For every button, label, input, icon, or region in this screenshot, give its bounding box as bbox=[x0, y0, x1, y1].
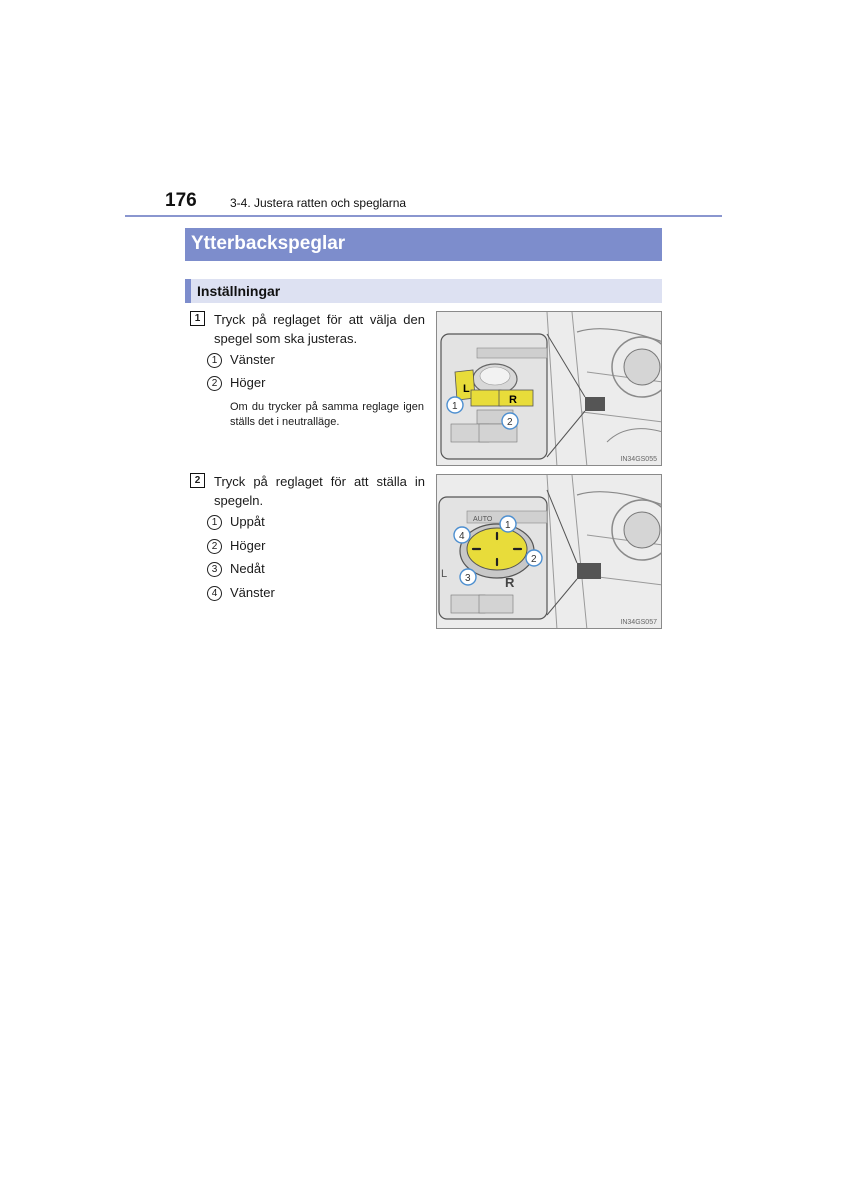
switch-label-right: R bbox=[509, 394, 517, 406]
callout-3: 3 bbox=[465, 573, 471, 584]
figure-mirror-adjust bbox=[436, 474, 662, 629]
mirror-adjust-illustration bbox=[437, 475, 662, 629]
chapter-title: 3-4. Justera ratten och speglarna bbox=[230, 196, 407, 210]
subsection-title-bar bbox=[185, 279, 662, 303]
switch-label-left: L bbox=[463, 383, 470, 395]
circled-number: 1 bbox=[207, 353, 222, 368]
circled-number: 2 bbox=[207, 539, 222, 554]
note-text: Om du trycker på samma reglage igen ställs det i neutralläge. bbox=[230, 401, 424, 428]
switch-label-left: L bbox=[441, 568, 448, 580]
item-label: Vänster bbox=[230, 585, 275, 600]
callout-1: 1 bbox=[452, 401, 458, 412]
running-header bbox=[125, 190, 722, 218]
item-label: Uppåt bbox=[230, 514, 265, 529]
circled-number: 3 bbox=[207, 562, 222, 577]
callout-2: 2 bbox=[507, 417, 513, 428]
subsection-title: Inställningar bbox=[197, 283, 281, 299]
step-number: 1 bbox=[190, 311, 205, 326]
switch-label-right: R bbox=[505, 575, 515, 590]
figure-mirror-select bbox=[436, 311, 662, 466]
figure-code: IN34GS057 bbox=[620, 619, 657, 626]
mirror-select-illustration bbox=[437, 312, 662, 466]
circled-number: 1 bbox=[207, 515, 222, 530]
section-title: Ytterbackspeglar bbox=[191, 233, 346, 254]
circled-number: 4 bbox=[207, 586, 222, 601]
figure-code: IN34GS055 bbox=[620, 456, 657, 463]
page-number: 176 bbox=[165, 190, 197, 211]
step-text: Tryck på reglaget för att välja den spegel som ska justeras. bbox=[214, 312, 425, 346]
subsection-accent-bar bbox=[185, 279, 191, 303]
item-label: Vänster bbox=[230, 352, 275, 367]
step-text: Tryck på reglaget för att ställa in spegeln. bbox=[214, 474, 425, 508]
switch-label-auto: AUTO bbox=[473, 516, 493, 523]
item-label: Höger bbox=[230, 538, 266, 553]
circled-number: 2 bbox=[207, 376, 222, 391]
callout-4: 4 bbox=[459, 531, 465, 542]
header-rule bbox=[125, 215, 722, 217]
callout-2: 2 bbox=[531, 554, 537, 565]
step-number: 2 bbox=[190, 473, 205, 488]
item-label: Nedåt bbox=[230, 561, 265, 576]
callout-1: 1 bbox=[505, 520, 511, 531]
section-title-bar bbox=[185, 228, 662, 261]
item-label: Höger bbox=[230, 375, 266, 390]
